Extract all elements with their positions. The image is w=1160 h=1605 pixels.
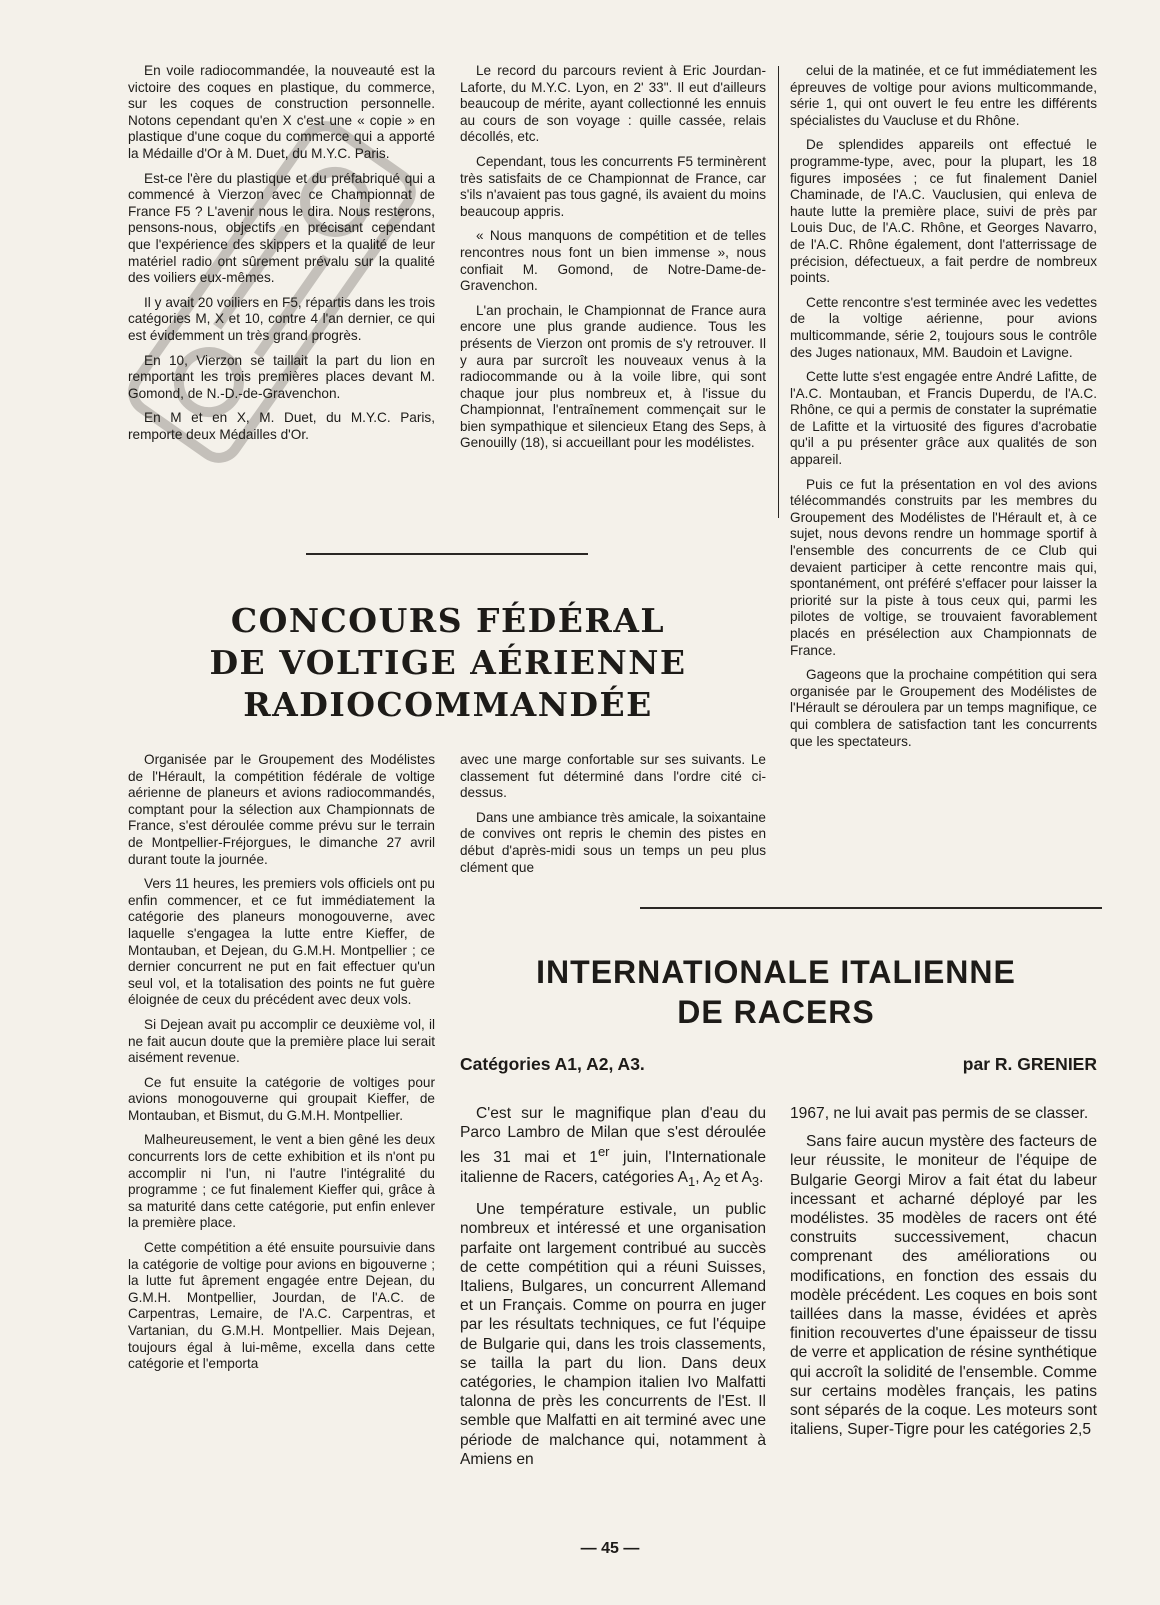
subscript: 3 [751,1173,760,1189]
top-column-2 [460,63,766,460]
paragraph: Cette lutte s'est engagée entre André Lafitte, de l'A.C. Montauban, et Francis Duperdu, de l'A.C. Rhône, ce qui a permis de constater la suprématie de Lafitte et la virtuosité des figures d'acrobatie qu'il a pu présenter grâce aux qualités de son appareil. [790,369,1097,468]
paragraph: Si Dejean avait pu accomplir ce deuxième vol, il ne fait aucun doute que la première place lui serait aisément revenue. [128,1016,435,1066]
concours-title [128,600,768,726]
paragraph: « Nous manquons de compétition et de telles rencontres nous font un bien immense », nous confiait M. Gomond, de Notre-Dame-de-Gravenchon. [460,228,766,294]
concours-column-2 [460,752,766,884]
paragraph: Gageons que la prochaine compétition qui sera organisée par le Groupement des Modélistes de l'Hérault se déroulera par un temps magnifique, ce qui comblera de satisfaction tant les concurrents que les spectateurs. [790,667,1097,749]
paragraph: Malheureusement, le vent a bien gêné les deux concurrents lors de cette exhibition et ils n'ont pu accomplir ni l'un, ni l'autre l'intégralité du programme ; ce fut finalement Kieffer qui, grâce à sa maturité dans cette catégorie, put enfin enlever la première place. [128,1132,435,1231]
paragraph: avec une marge confortable sur ses suivants. Le classement fut déterminé dans l'ordre cité ci-dessus. [460,752,766,801]
paragraph: Le record du parcours revient à Eric Jourdan-Laforte, du M.Y.C. Lyon, en 2' 33". Il eut d'ailleurs beaucoup de mérite, ayant collectionné les ennuis au cours de son voyage : quille cassée, relais décollés, etc. [460,63,766,145]
superscript: er [597,1144,610,1160]
paragraph: En voile radiocommandée, la nouveauté est la victoire des coques en plastique, du commerce, sur les coques de construction personnelle. Notons cependant qu'en X c'est une « copie » en plastique d'une coque du commerce qui a apporté la Médaille d'Or à M. Duet, du M.Y.C. Paris. [128,63,435,161]
paragraph: Cette rencontre s'est terminée avec les vedettes de la voltige aérienne, pour avions multicommande, série 2, toujours sous le contrôle des Juges nationaux, MM. Baudoin et Lavigne. [790,294,1097,360]
subscript: 2 [713,1173,721,1189]
paragraph: Cette compétition a été ensuite poursuivie dans la catégorie de voltige pour avions en bigouverne ; la lutte fut âprement engagée entre Dejean, du G.M.H. Montpellier, Jourdan, de l'A.C. de Carpentras, Lemaire, de l'A.C. Carpentras, et Vartanian, du G.M.H. Montpellier. Mais Dejean, toujours égal à lui-même, excella dans cette catégorie et l'emporta [128,1240,435,1372]
title-line: CONCOURS FÉDÉRAL [230,601,666,640]
paragraph: 1967, ne lui avait pas permis de se classer. [790,1105,1089,1122]
text-run: . [759,1168,764,1186]
paragraph: Vers 11 heures, les premiers vols officiels ont pu enfin commencer, et ce fut immédiatement la catégorie des planeurs monogouverne, avec laquelle s'engagea la lutte entre Kieffer, de Montauban, et Dejean, du G.M.H. Montpellier ; ce dernier concurrent ne put en fait effectuer qu'un seul vol, et la totalisation des points ne fut guère éloignée de ceux du précédent avec deux vols. [128,876,435,1008]
right-column [790,63,1097,758]
paragraph: Il y avait 20 voiliers en F5, répartis dans les trois catégories M, X et 10, contre 4 l'an dernier, ce qui est évidemment un très grand progrès. [128,294,435,343]
subscript: 1 [687,1173,696,1189]
section-divider [306,553,588,555]
page-number: — 45 — [580,1540,640,1557]
top-column-1 [128,63,435,451]
racers-column-1 [460,1104,766,1478]
text-run: , A [695,1168,714,1186]
paragraph: Cependant, tous les concurrents F5 terminèrent très satisfaits de ce Championnat de France, car s'ils n'avaient pas tous gagné, ils avaient du moins beaucoup appris. [460,153,766,219]
text-run: C'est sur le magnifique plan d'eau du Parco Lambro de Milan que s'est déroulée les 31 mai et 1 [460,1105,766,1167]
paragraph: En 10, Vierzon se taillait la part du lion en remportant les trois premières places devant M. Gomond, de N.-D.-de-Gravenchon. [128,352,435,401]
paragraph: Sans faire aucun mystère des facteurs de leur réussite, le moniteur de l'équipe de Bulgarie Georgi Mirov a fait état du labeur incessant et acharné déployé par les modélistes. 35 modèles de racers ont été construits successivement, chacun comprenant des améliorations ou modifications, en fonction des essais du modèle précédent. Les coques en bois sont taillées dans la masse, évidées et après finition recouvertes d'une épaisseur de tissu de verre et application de résine synthétique qui accroît la solidité de l'ensemble. Comme sur certains modèles français, les patins sont séparés de la coque. Les moteurs sont italiens, Super-Tigre pour les catégories 2,5 [790,1133,1097,1439]
racers-categories: Catégories A1, A2, A3. [460,1054,645,1074]
paragraph: Ce fut ensuite la catégorie de voltiges pour avions monogouverne qui groupait Kieffer, de Montauban, et Bismut, du G.M.H. Montpellier. [128,1074,435,1123]
title-line: INTERNATIONALE ITALIENNE [536,954,1016,990]
paragraph: De splendides appareils ont effectué le programme-type, avec, pour la plupart, les 18 figures imposées ; ce fut finalement Daniel Chaminade, de l'A.C. Vauclusien, qui enleva de haute lutte la première place, suivi de près par Louis Duc, de l'A.C. Rhône, et Georges Navarro, de l'A.C. Rhône également, dont l'atterrissage de précision, défectueux, a fait perdre de nombreux points. [790,137,1097,286]
paragraph: Puis ce fut la présentation en vol des avions télécommandés construits par les membres du Groupement des Modélistes de l'Hérault et, à ce sujet, nous devons rendre un hommage sportif à l'ensemble des concurrents de ce Club qui devaient participer à cette rencontre mais qui, spontanément, ont préféré s'effacer pour laisser la priorité sur la piste à tous ceux qui, parmi les pilotes de voltige, se trouvaient favorablement placés en présélection aux Championnats de France. [790,476,1097,658]
paragraph [460,1104,766,1191]
title-line: DE RACERS [677,994,875,1030]
title-line: DE VOLTIGE AÉRIENNE [209,643,687,682]
paragraph: Une température estivale, un public nombreux et intéressé et une organisation parfaite ont largement contribué au succès de cette compétition qui a réuni Suisses, Italiens, Bulgares, un concurrent Allemand et un Français. Comme on pourra en juger par les résultats techniques, ce fut l'équipe de Bulgarie qui, dans les trois classements, se tailla la part du lion. Dans deux catégories, le champion italien Ivo Malfatti talonna de près les concurrents de l'Est. Il semble que Malfatti en ait terminé avec une période de malchance qui, notamment à Amiens en [460,1201,766,1468]
paragraph: celui de la matinée, et ce fut immédiatement les épreuves de voltige pour avions multicommande, série 1, qui ont ouvert le feu entre les différents spécialistes du Vaucluse et du Rhône. [790,63,1097,128]
paragraph: Est-ce l'ère du plastique et du préfabriqué qui a commencé à Vierzon avec ce Championnat de France F5 ? L'avenir nous le dira. Nous resterons, pensons-nous, objectifs en précisant cependant que l'expérience des skippers et la qualité de leur matériel radio ont sûrement prévalu sur la qualité des voiliers eux-mêmes. [128,170,435,286]
racers-author: par R. GRENIER [962,1054,1097,1074]
racers-title [470,952,1082,1032]
title-line: RADIOCOMMANDÉE [243,685,653,724]
paragraph: En M et en X, M. Duet, du M.Y.C. Paris, remporte deux Médailles d'Or. [128,410,435,442]
paragraph: Dans une ambiance très amicale, la soixantaine de convives ont repris le chemin des pistes en début d'après-midi sous un temps un peu plus clément que [460,809,766,875]
concours-column-1 [128,752,435,1381]
section-divider [640,907,1102,909]
text-run: et A [720,1168,752,1186]
column-divider [778,66,779,518]
racers-column-2 [790,1104,1097,1448]
paragraph: L'an prochain, le Championnat de France aura encore une plus grande audience. Tous les présents de Vierzon ont promis de s'y retrouver. Il y aura par surcroît les nouveaux venus à la radiocommande ou à la voile libre, qui sont chaque jour plus nombreux et, à l'issue du Championnat, l'entraînement commençait sur le bien sympathique et silencieux Etang des Seps, à Genouilly (18), si accueillant pour les modélistes. [460,302,766,451]
paragraph: Organisée par le Groupement des Modélistes de l'Hérault, la compétition fédérale de voltige aérienne de planeurs et avions radiocommandés, comptant pour la sélection aux Championnats de France, s'est déroulée comme prévu sur le terrain de Montpellier-Fréjorgues, le dimanche 27 avril durant toute la journée. [128,752,435,867]
text-run: juin, l'Internationale italienne de Racers, catégories A [460,1149,766,1186]
